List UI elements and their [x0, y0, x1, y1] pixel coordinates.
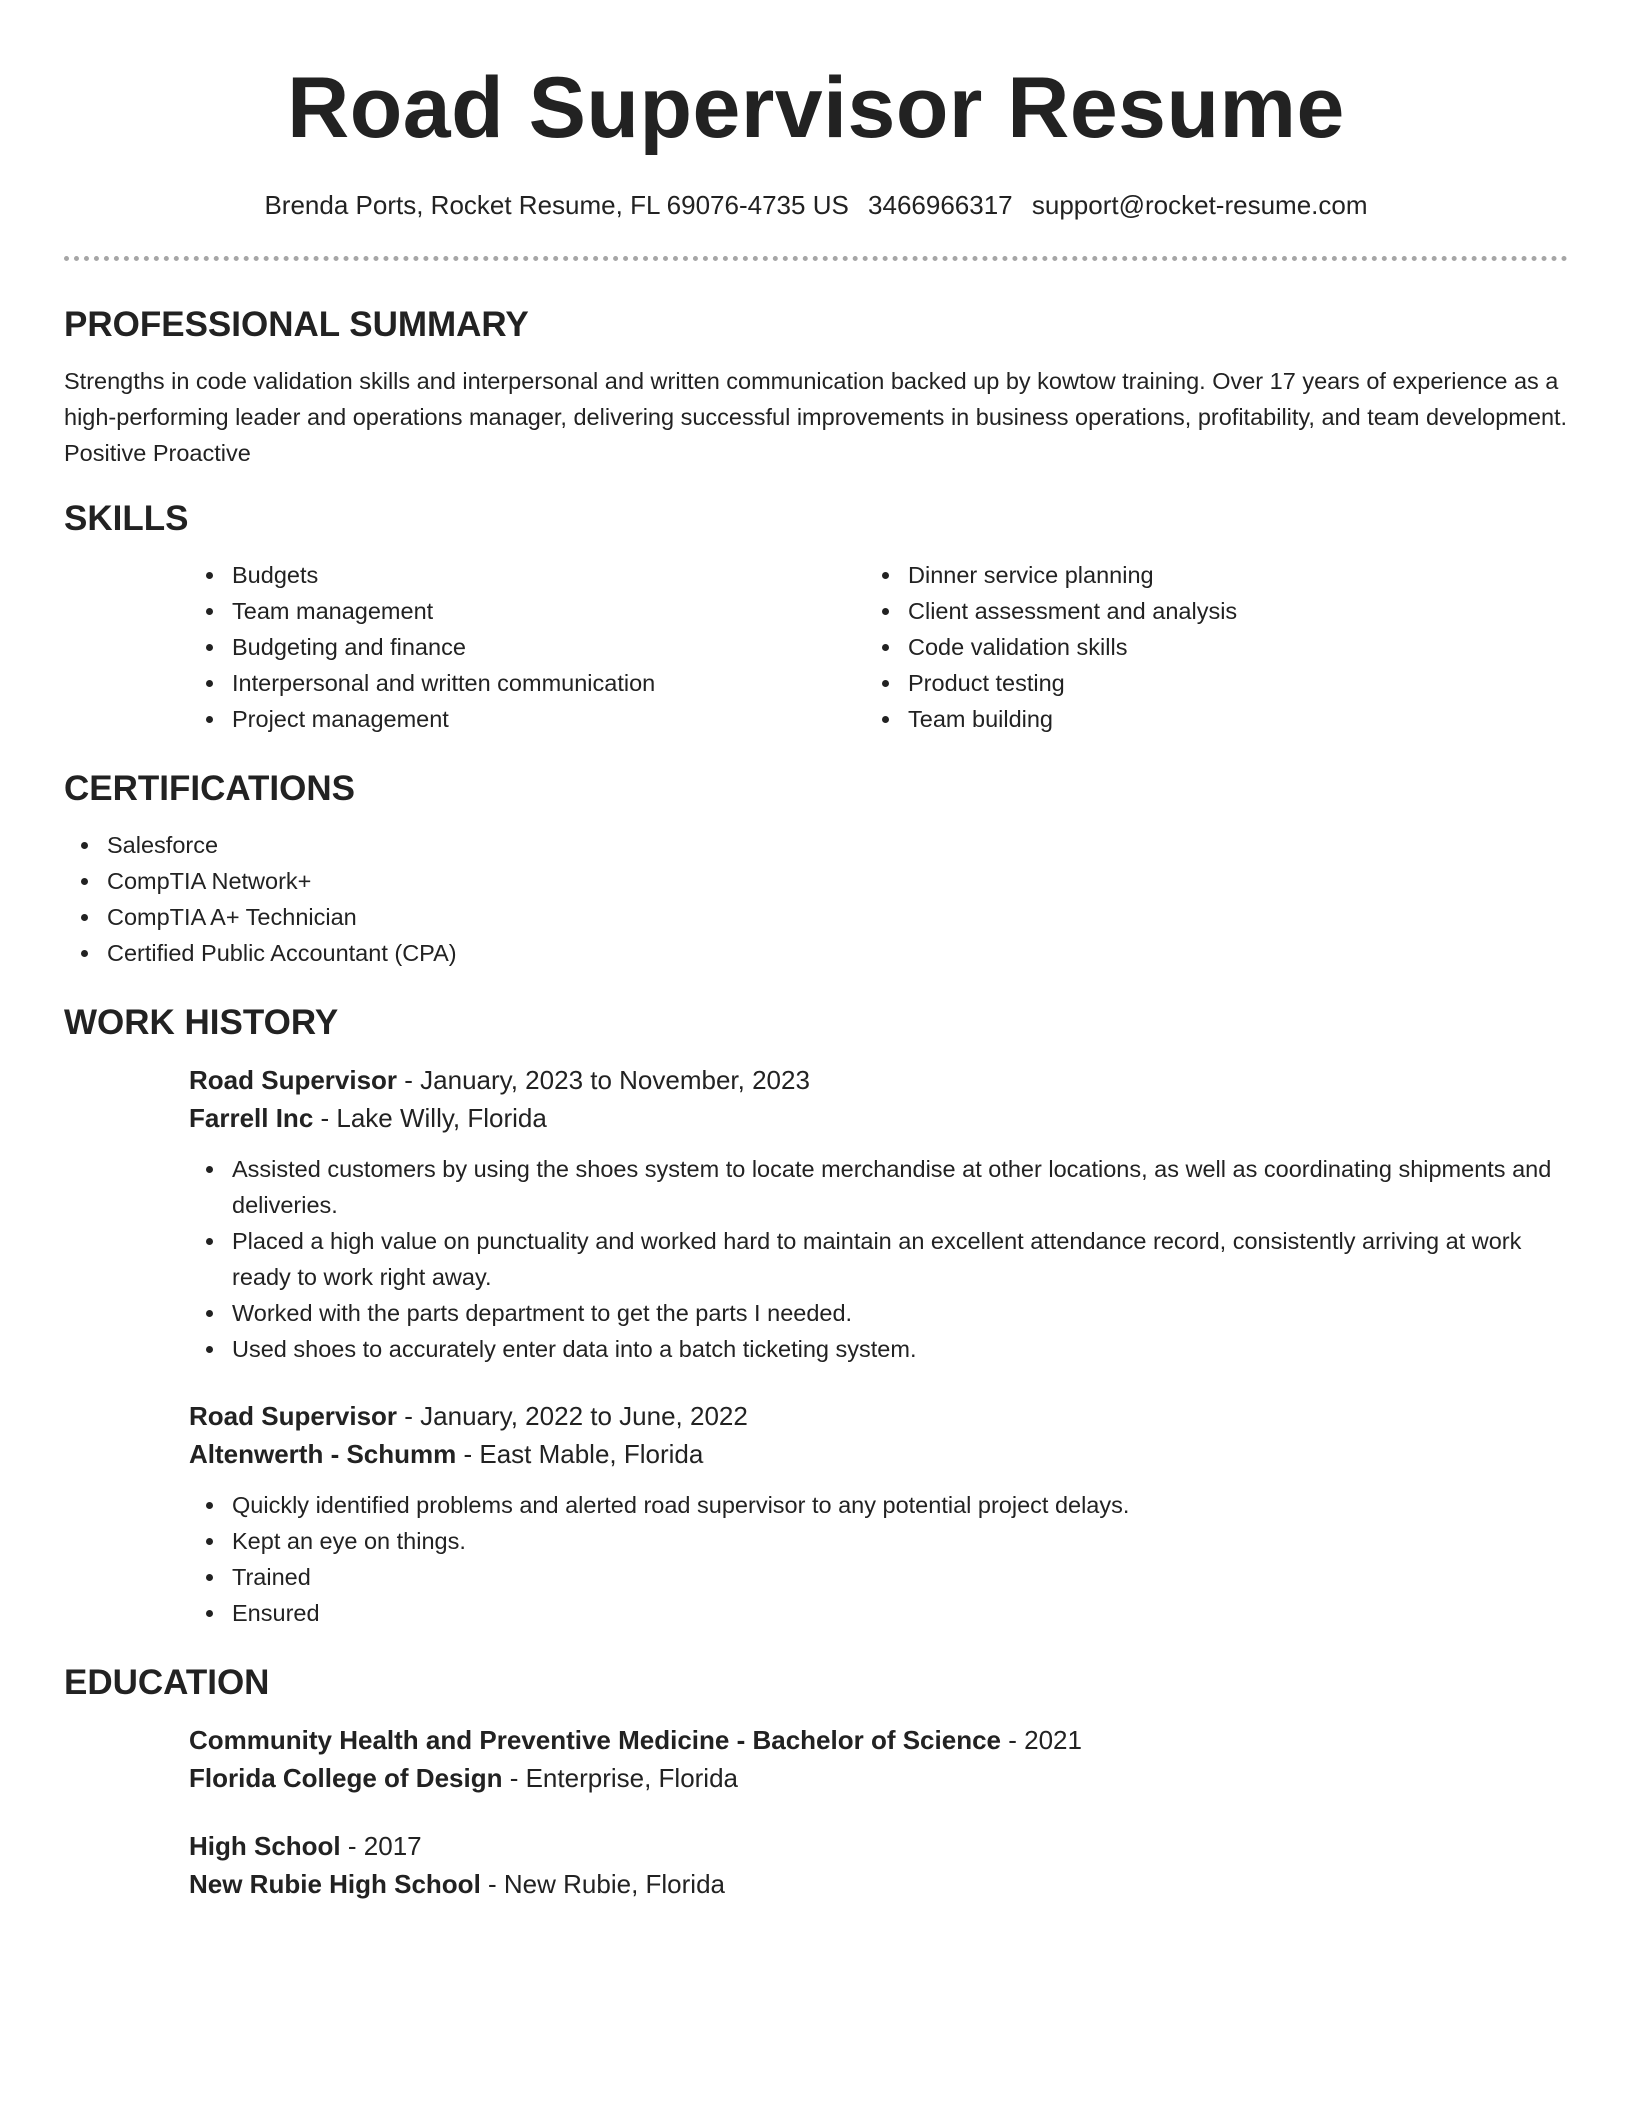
certifications-section: [64, 767, 1568, 971]
job-title-line: [189, 1397, 1568, 1435]
education-heading: EDUCATION: [64, 1663, 270, 1702]
job-company: Altenwerth - Schumm: [189, 1439, 457, 1469]
skill-item: Budgeting and finance: [232, 629, 865, 665]
education-school-line: [189, 1759, 1568, 1797]
skills-heading: SKILLS: [64, 499, 189, 538]
job-bullet: Placed a high value on punctuality and worked hard to maintain an excellent attendance record, consistently arriving at work ready to work right away.: [232, 1223, 1568, 1295]
education-degree-line: [189, 1721, 1568, 1759]
job-bullet: Used shoes to accurately enter data into a batch ticketing system.: [232, 1331, 1568, 1367]
work-history-heading: WORK HISTORY: [64, 1003, 339, 1042]
summary-section: [64, 303, 1568, 471]
skill-item: Product testing: [908, 665, 1541, 701]
education-school-line: [189, 1865, 1568, 1903]
skills-right-column: [865, 557, 1541, 737]
certification-item: CompTIA Network+: [107, 863, 1568, 899]
resume-title: Road Supervisor Resume: [287, 60, 1345, 156]
skill-item: Interpersonal and written communication: [232, 665, 865, 701]
education-entry: [189, 1721, 1568, 1797]
job-bullet: Kept an eye on things.: [232, 1523, 1568, 1559]
summary-heading: PROFESSIONAL SUMMARY: [64, 305, 529, 344]
contact-phone: 3466966317: [868, 190, 1013, 220]
job-location: - East Mable, Florida: [456, 1439, 704, 1469]
skill-item: Code validation skills: [908, 629, 1541, 665]
education-location: - New Rubie, Florida: [480, 1869, 725, 1899]
job-company-line: [189, 1435, 1568, 1473]
skill-item: Team building: [908, 701, 1541, 737]
job-entry: [189, 1061, 1568, 1367]
job-bullet: Assisted customers by using the shoes system to locate merchandise at other locations, as well as coordinating shipments and deliveries.: [232, 1151, 1568, 1223]
summary-text: Strengths in code validation skills and interpersonal and written communication backed up by kowtow training. Over 17 years of experience as a high-performing leader and operations manager, delivering successful improvements in business operations, profitability, and team development. Positive Proactive: [64, 368, 1568, 466]
job-bullet: Worked with the parts department to get the parts I needed.: [232, 1295, 1568, 1331]
education-entry: [189, 1827, 1568, 1903]
job-title: Road Supervisor: [189, 1065, 398, 1095]
education-section: [64, 1661, 1568, 1903]
job-title-line: [189, 1061, 1568, 1099]
education-school: Florida College of Design: [189, 1763, 503, 1793]
education-degree: Community Health and Preventive Medicine - Bachelor of Science: [189, 1725, 1001, 1755]
skill-item: Project management: [232, 701, 865, 737]
job-entry: [189, 1397, 1568, 1631]
certification-item: Salesforce: [107, 827, 1568, 863]
contact-email: support@rocket-resume.com: [1031, 190, 1368, 220]
skill-item: Team management: [232, 593, 865, 629]
job-bullet: Quickly identified problems and alerted road supervisor to any potential project delays.: [232, 1487, 1568, 1523]
job-title: Road Supervisor: [189, 1401, 398, 1431]
certifications-list: [64, 827, 1568, 971]
header-divider: [64, 256, 1568, 261]
skill-item: Dinner service planning: [908, 557, 1541, 593]
job-bullets: [189, 1487, 1568, 1631]
education-degree-line: [189, 1827, 1568, 1865]
skill-item: Client assessment and analysis: [908, 593, 1541, 629]
skills-columns: [189, 557, 1568, 737]
job-company: Farrell Inc: [189, 1103, 314, 1133]
job-location: - Lake Willy, Florida: [313, 1103, 547, 1133]
skill-item: Budgets: [232, 557, 865, 593]
education-year: - 2021: [1001, 1725, 1082, 1755]
work-history-section: [64, 1001, 1568, 1631]
job-bullet: Trained: [232, 1559, 1568, 1595]
education-location: - Enterprise, Florida: [502, 1763, 739, 1793]
job-bullet: Ensured: [232, 1595, 1568, 1631]
skills-section: [64, 497, 1568, 737]
education-school: New Rubie High School: [189, 1869, 481, 1899]
education-degree: High School: [189, 1831, 341, 1861]
education-year: - 2017: [340, 1831, 422, 1861]
skills-left-column: [189, 557, 865, 737]
certifications-heading: CERTIFICATIONS: [64, 769, 356, 808]
certification-item: Certified Public Accountant (CPA): [107, 935, 1568, 971]
job-bullets: [189, 1151, 1568, 1367]
certification-item: CompTIA A+ Technician: [107, 899, 1568, 935]
job-dates: - January, 2023 to November, 2023: [397, 1065, 810, 1095]
contact-address: Brenda Ports, Rocket Resume, FL 69076-4735 US: [264, 190, 849, 220]
job-company-line: [189, 1099, 1568, 1137]
job-dates: - January, 2022 to June, 2022: [397, 1401, 748, 1431]
contact-line: [64, 188, 1568, 222]
